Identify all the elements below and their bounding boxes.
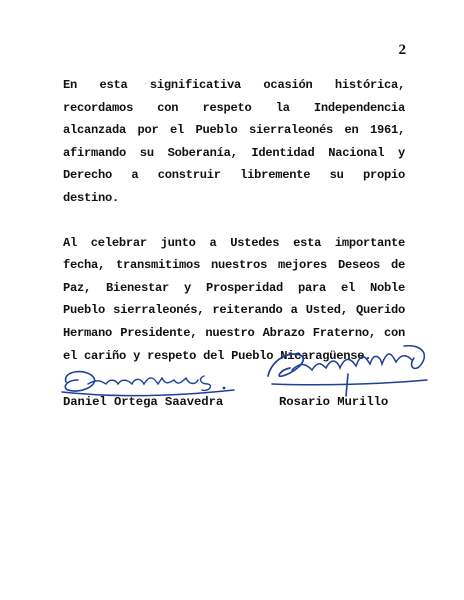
signatory-name-murillo: Rosario Murillo: [279, 395, 389, 409]
paragraph-wishes: Al celebrar junto a Ustedes esta importante fecha, transmitimos nuestros mejores Deseos de Paz, Bienestar y Prosperidad para el Noble Pueblo sierraleonés, reiterando a Usted, Querido Hermano Presidente, nuestro Abrazo Fraterno, con el cariño y respeto del Pueblo Nicaragüense.: [63, 235, 405, 363]
paragraph-independence: En esta significativa ocasión histórica, recordamos con respeto la Independencia alcanzada por el Pueblo sierraleonés en 1961, afirmando su Soberanía, Identidad Nacional y Derecho a construir libremente su propio destino.: [63, 78, 405, 205]
page-number: 2: [398, 42, 406, 58]
signatory-name-ortega: Daniel Ortega Saavedra: [63, 395, 224, 409]
letter-body: [63, 74, 405, 389]
